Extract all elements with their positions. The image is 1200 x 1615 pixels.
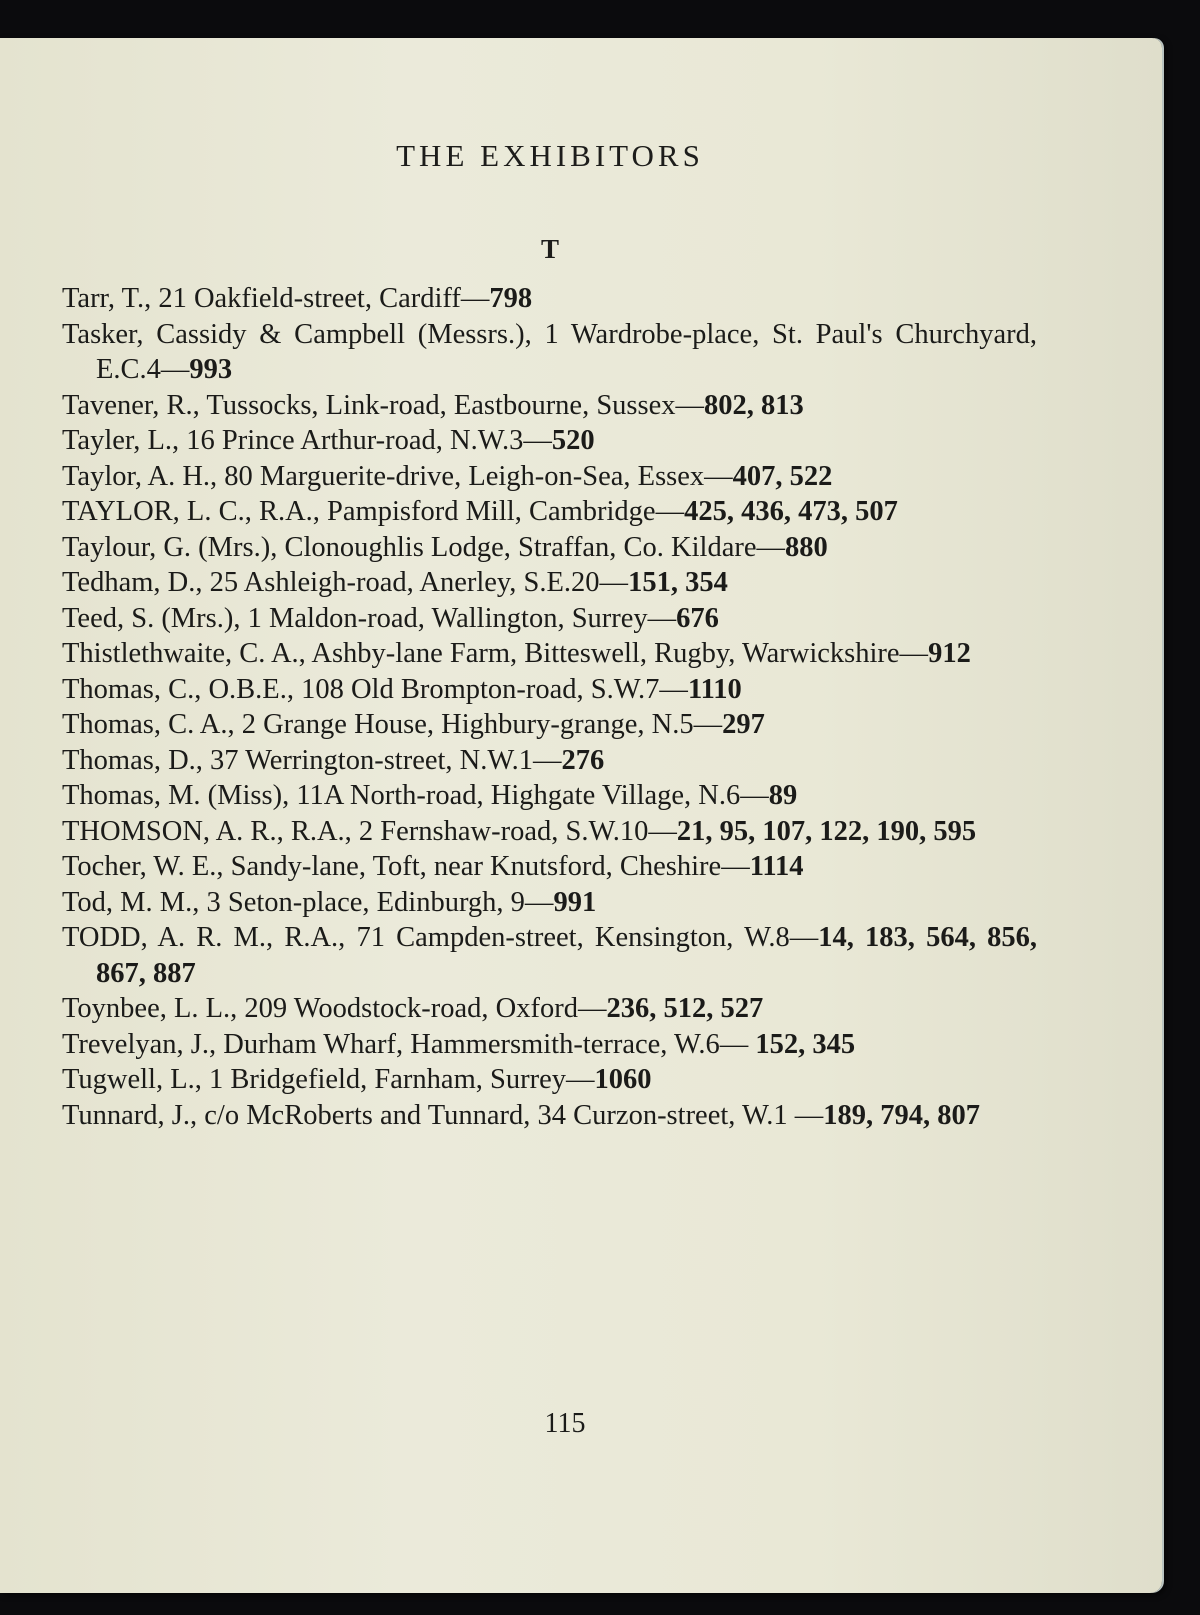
exhibitor-entry [62,885,1037,921]
entry-text: Tocher, W. E., Sandy-lane, Toft, near Knutsford, Cheshire— [62,851,750,882]
exhibitor-entry [62,1062,1037,1098]
entry-text: Tod, M. M., 3 Seton-place, Edinburgh, 9— [62,886,554,918]
catalogue-numbers: 21, 95, 107, 122, 190, 595 [676,815,977,847]
entry-text: Tavener, R., Tussocks, Link-road, Eastbourne, Sussex— [62,389,705,421]
exhibitor-entry [62,565,1037,601]
catalogue-numbers: 912 [928,638,971,669]
exhibitor-entry [62,601,1037,637]
exhibitor-entry [62,991,1037,1027]
catalogue-numbers: 151, 354 [628,567,728,598]
entry-text: Thomas, M. (Miss), 11A North-road, Highgate Village, N.6— [62,780,769,811]
exhibitor-entry [62,317,1037,388]
catalogue-numbers: 276 [561,744,605,776]
catalogue-numbers: 189, 794, 807 [823,1099,981,1131]
entry-text: Tedham, D., 25 Ashleigh-road, Anerley, S.E.20— [62,567,629,598]
entry-text: Thomas, C. A., 2 Grange House, Highbury-grange, N.5— [62,709,723,740]
catalogue-numbers: 798 [489,283,533,314]
catalogue-numbers: 152, 345 [755,1028,856,1060]
catalogue-numbers: 407, 522 [732,460,833,492]
catalogue-numbers: 14, 183, 564, 856, 867, 887 [96,922,1038,989]
entry-text: Tayler, L., 16 Prince Arthur-road, N.W.3— [62,425,552,456]
exhibitor-entry [62,743,1037,779]
catalogue-numbers: 1114 [749,851,804,882]
exhibitor-list [62,281,1037,1133]
exhibitor-entry [62,459,1037,495]
entry-text: Thistlethwaite, C. A., Ashby-lane Farm, Bitteswell, Rugby, Warwickshire— [62,638,929,669]
catalogue-numbers: 991 [553,886,597,918]
exhibitor-entry [62,494,1037,530]
exhibitor-entry [62,388,1037,424]
exhibitor-entry [62,636,1037,672]
entry-text: TAYLOR, L. C., R.A., Pampisford Mill, Cambridge— [62,496,685,527]
book-page [0,38,1162,1593]
entry-text: Toynbee, L. L., 209 Woodstock-road, Oxford— [62,993,607,1024]
entry-text: Tunnard, J., c/o McRoberts and Tunnard, 34 Curzon-street, W.1 — [62,1099,824,1131]
exhibitor-entry [62,672,1037,708]
entry-text: Taylor, A. H., 80 Marguerite-drive, Leigh-on-Sea, Essex— [62,460,733,492]
entry-text: Thomas, C., O.B.E., 108 Old Brompton-road, S.W.7— [62,673,688,705]
catalogue-numbers: 236, 512, 527 [606,993,764,1024]
catalogue-numbers: 425, 436, 473, 507 [684,496,898,527]
page-number: 115 [544,1408,586,1439]
catalogue-numbers: 89 [768,780,798,811]
exhibitor-entry [62,920,1037,991]
page-title: THE EXHIBITORS [396,138,704,173]
exhibitor-entry [62,1098,1037,1134]
exhibitor-entry [62,707,1037,743]
exhibitor-entry [62,1027,1037,1063]
catalogue-numbers: 1060 [594,1064,652,1095]
exhibitor-entry [62,281,1037,317]
catalogue-numbers: 1110 [687,673,742,705]
catalogue-numbers: 880 [784,531,828,563]
exhibitor-entry [62,849,1037,885]
exhibitor-entry [62,778,1037,814]
catalogue-numbers: 520 [551,425,595,456]
entry-text: THOMSON, A. R., R.A., 2 Fernshaw-road, S.W.10— [62,815,677,847]
entry-text: Thomas, D., 37 Werrington-street, N.W.1— [62,744,562,776]
catalogue-numbers: 676 [676,602,719,634]
section-letter: T [540,234,559,264]
entry-text: Tarr, T., 21 Oakfield-street, Cardiff— [62,283,490,314]
entry-text: Tugwell, L., 1 Bridgefield, Farnham, Surrey— [62,1064,595,1095]
entry-text: Teed, S. (Mrs.), 1 Maldon-road, Wallington, Surrey— [62,602,677,634]
entry-text: TODD, A. R. M., R.A., 71 Campden-street, Kensington, W.8— [62,922,819,953]
entry-text: Tasker, Cassidy & Campbell (Messrs.), 1 Wardrobe-place, St. Paul's Churchyard, E.C.4— [62,318,1037,385]
catalogue-numbers: 297 [722,709,765,740]
catalogue-numbers: 802, 813 [704,389,804,421]
entry-text: Trevelyan, J., Durham Wharf, Hammersmith-terrace, W.6— [62,1028,756,1060]
catalogue-numbers: 993 [189,354,233,385]
exhibitor-entry [62,530,1037,566]
exhibitor-entry [62,423,1037,459]
entry-text: Taylour, G. (Mrs.), Clonoughlis Lodge, Straffan, Co. Kildare— [62,531,785,563]
exhibitor-entry [62,814,1037,850]
